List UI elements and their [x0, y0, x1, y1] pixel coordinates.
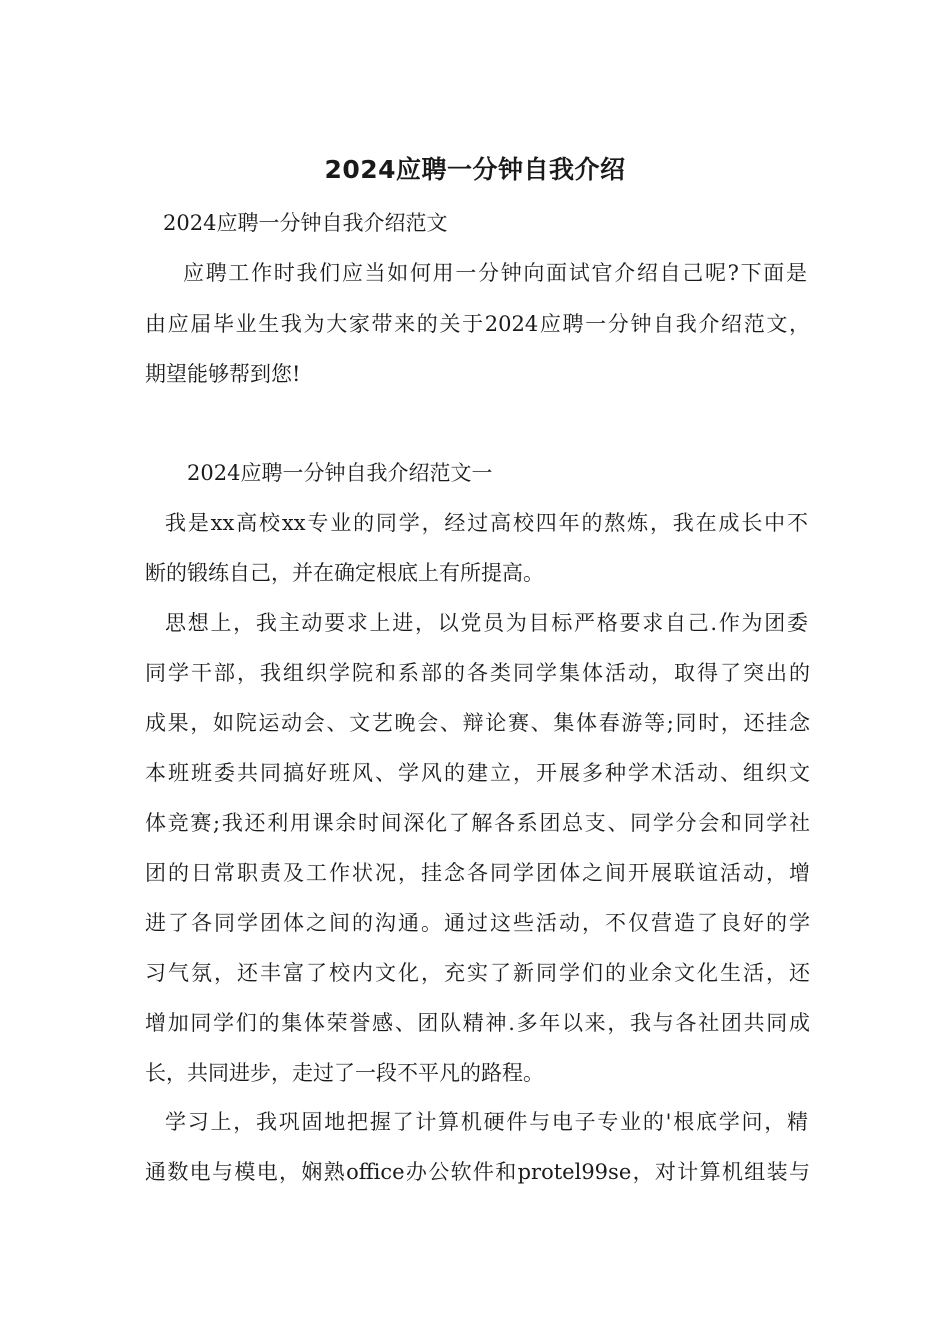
document-title: 2024应聘一分钟自我介绍 [324, 155, 626, 184]
para2-line-7: 进了各同学团体之间的沟通。通过这些活动，不仅营造了良好的学 [145, 911, 810, 935]
intro-line-2: 由应届毕业生我为大家带来的关于2024应聘一分钟自我介绍范文， [145, 312, 810, 336]
para2-line-3: 成果，如院运动会、文艺晚会、辩论赛、集体春游等;同时，还挂念 [145, 711, 810, 735]
section-heading: 2024应聘一分钟自我介绍范文一 [187, 461, 493, 485]
para3-line-2: 通数电与模电，娴熟office办公软件和protel99se，对计算机组装与 [145, 1160, 810, 1184]
intro-line-1: 应聘工作时我们应当如何用一分钟向面试官介绍自己呢?下面是 [183, 261, 807, 285]
para2-line-9: 增加同学们的集体荣誉感、团队精神.多年以来，我与各社团共同成 [145, 1011, 810, 1035]
para2-line-6: 团的日常职责及工作状况，挂念各同学团体之间开展联谊活动，增 [145, 861, 810, 885]
intro-line-3: 期望能够帮到您! [145, 362, 301, 386]
para1-line-2: 断的锻练自己，并在确定根底上有所提高。 [145, 561, 544, 585]
para2-line-8: 习气氛，还丰富了校内文化，充实了新同学们的业余文化生活，还 [145, 961, 810, 985]
para2-line-2: 同学干部，我组织学院和系部的各类同学集体活动，取得了突出的 [145, 661, 810, 685]
para3-line-1: 学习上，我巩固地把握了计算机硬件与电子专业的'根底学问，精 [165, 1110, 808, 1134]
para2-line-4: 本班班委共同搞好班风、学风的建立，开展多种学术活动、组织文 [145, 761, 810, 785]
para2-line-10: 长，共同进步，走过了一段不平凡的路程。 [145, 1061, 544, 1085]
para2-line-1: 思想上，我主动要求上进，以党员为目标严格要求自己.作为团委 [165, 611, 808, 635]
para2-line-5: 体竞赛;我还利用课余时间深化了解各系团总支、同学分会和同学社 [145, 811, 810, 835]
para1-line-1: 我是xx高校xx专业的同学，经过高校四年的熬炼，我在成长中不 [165, 511, 808, 535]
document-subtitle: 2024应聘一分钟自我介绍范文 [163, 211, 448, 235]
